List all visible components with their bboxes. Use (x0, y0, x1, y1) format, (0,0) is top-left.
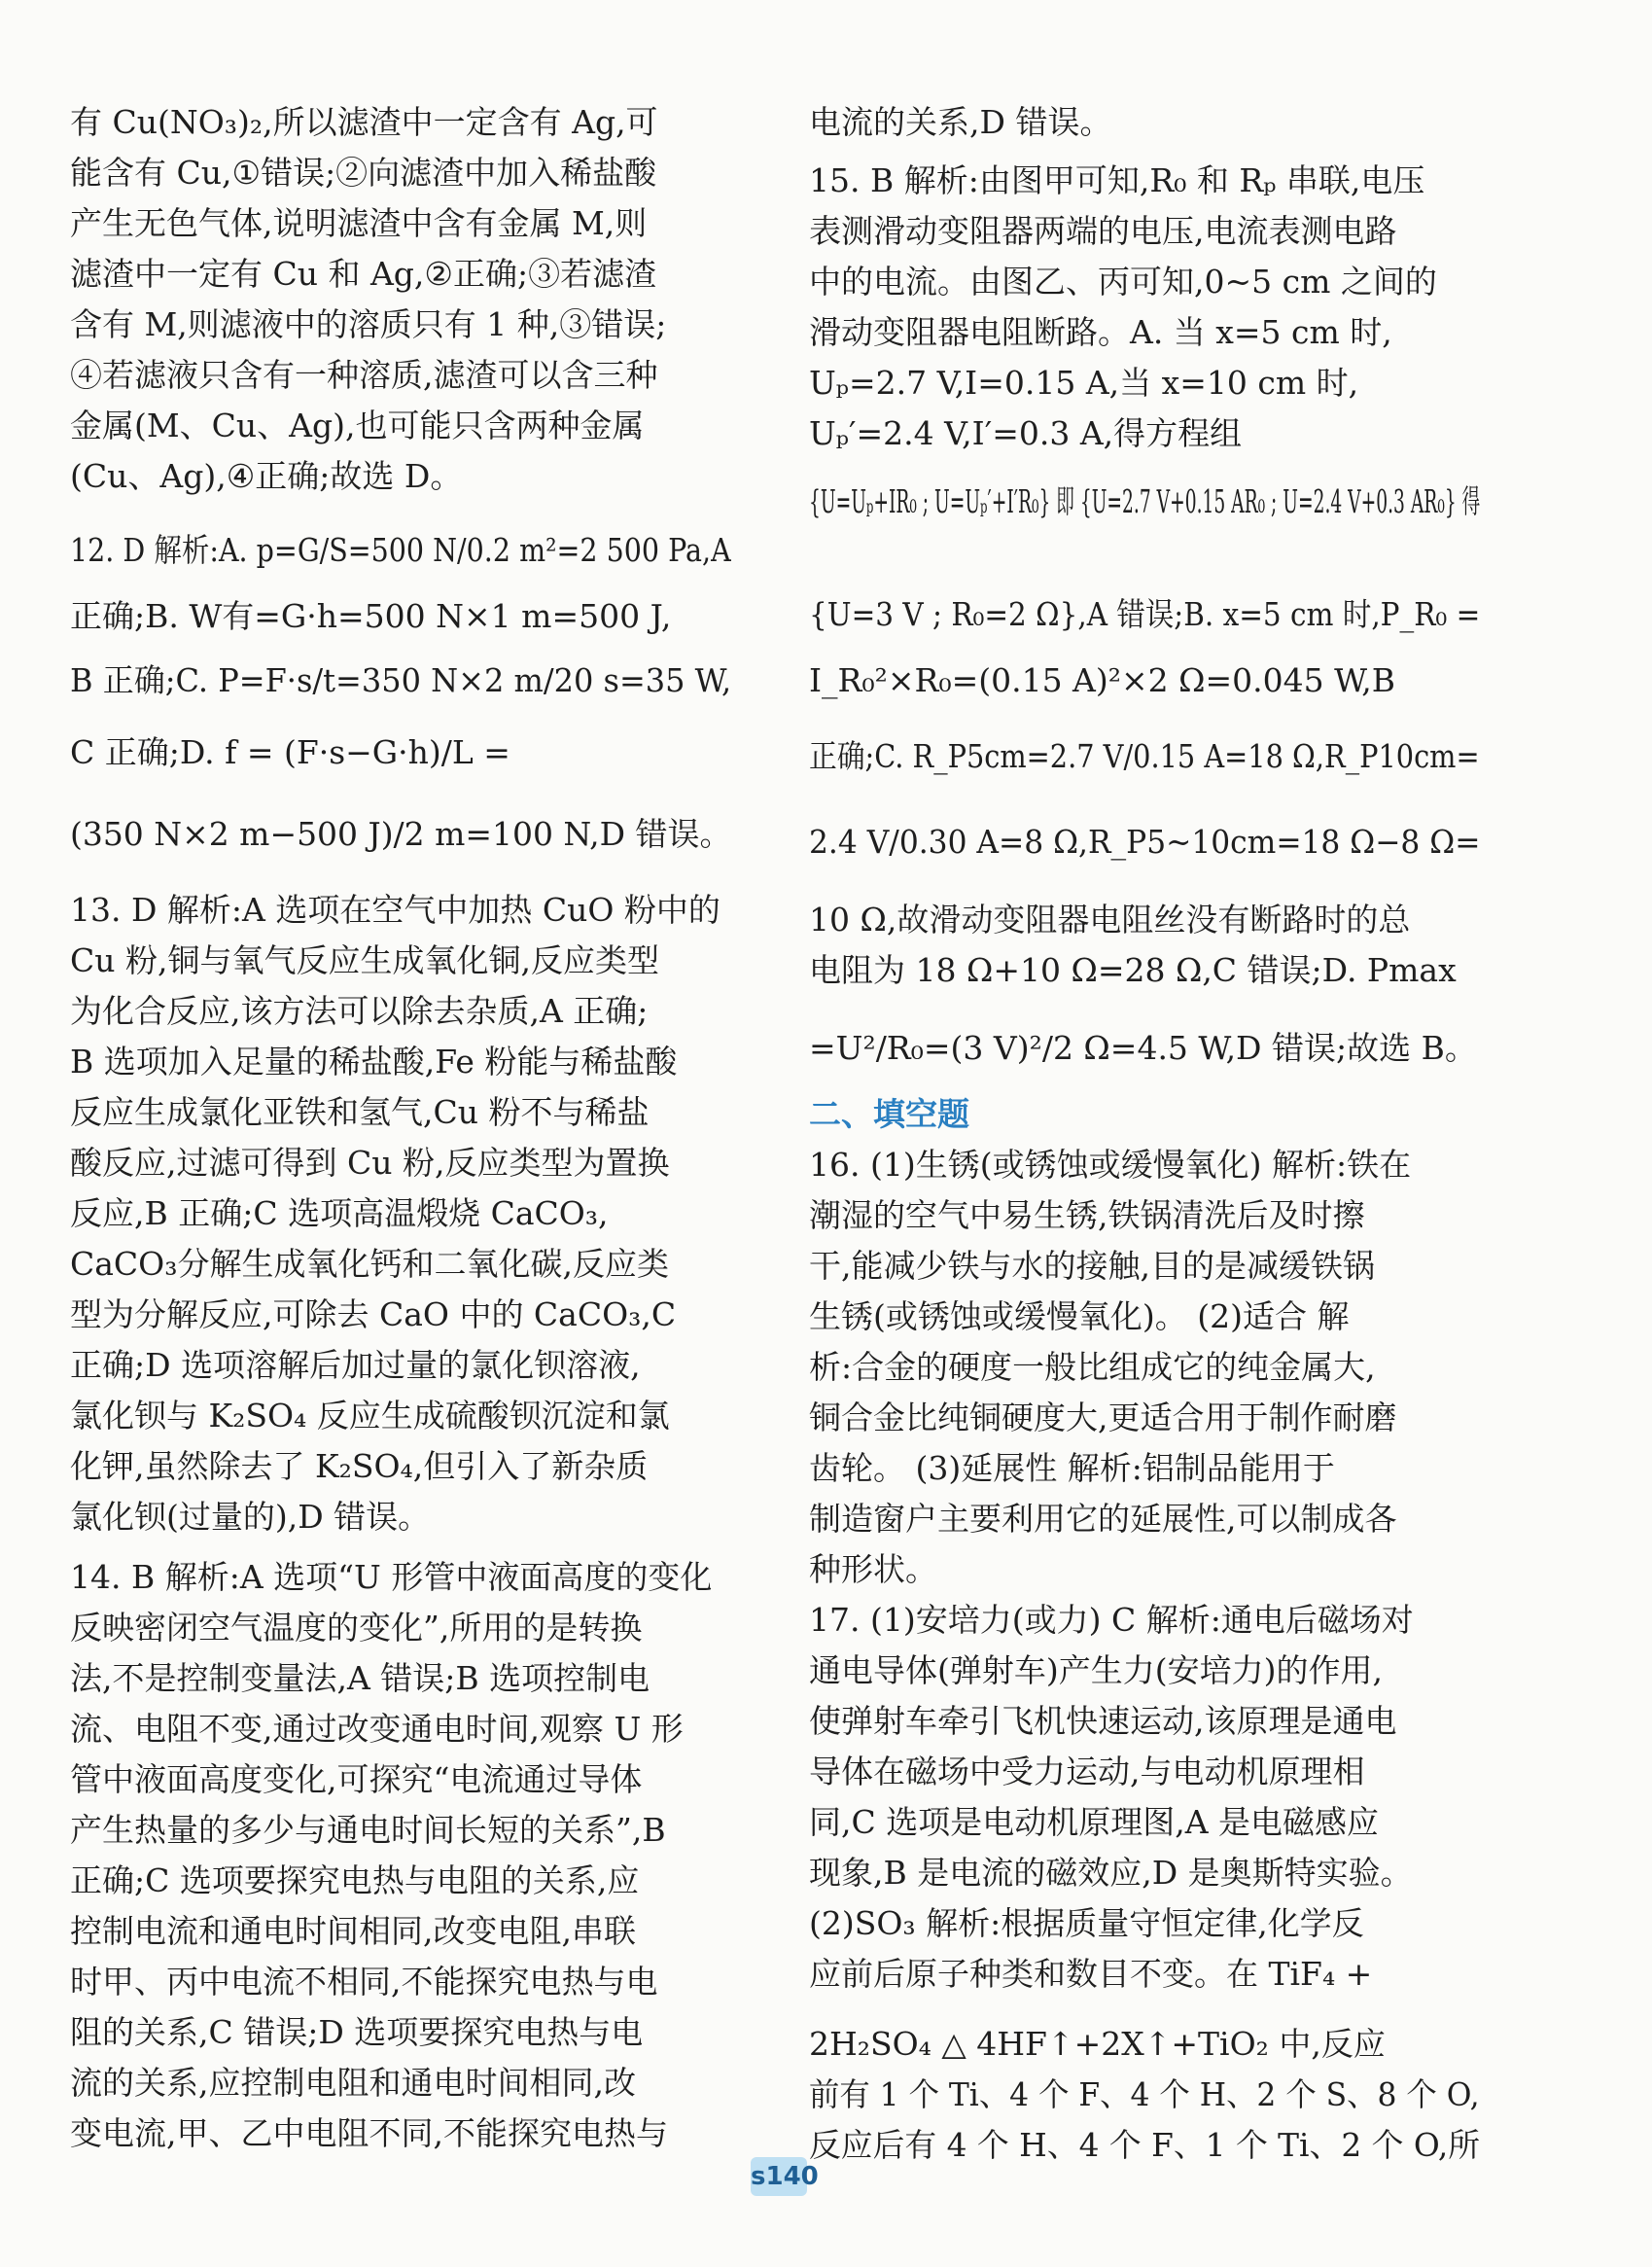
right-line: (2)SO₃ 解析:根据质量守恒定律,化学反 (809, 1904, 1364, 1942)
right-line: 中的电流。由图乙、丙可知,0~5 cm 之间的 (809, 263, 1437, 301)
left-line: 化钾,虽然除去了 K₂SO₄,但引入了新杂质 (70, 1447, 649, 1485)
left-line: 反应,B 正确;C 选项高温煅烧 CaCO₃, (70, 1194, 609, 1232)
right-line: 潮湿的空气中易生锈,铁锅清洗后及时擦 (809, 1196, 1365, 1234)
left-line: (350 N×2 m−500 J)/2 m=100 N,D 错误。 (70, 815, 732, 853)
right-line: 二、填空题 (809, 1095, 969, 1133)
right-line: 17. (1)安培力(或力) C 解析:通电后磁场对 (809, 1601, 1414, 1639)
left-line: 酸反应,过滤可得到 Cu 粉,反应类型为置换 (70, 1144, 670, 1182)
right-line: 干,能减少铁与水的接触,目的是减缓铁锅 (809, 1247, 1375, 1285)
left-line: 正确;C 选项要探究电热与电阻的关系,应 (70, 1861, 640, 1899)
left-line: 12. D 解析:A. p=G/S=500 N/0.2 m²=2 500 Pa,A (70, 531, 731, 569)
right-line: {U=3 V ; R₀=2 Ω},A 错误;B. x=5 cm 时,P_R₀ = (809, 595, 1481, 633)
right-line: 齿轮。 (3)延展性 解析:铝制品能用于 (809, 1449, 1335, 1487)
right-line: 使弹射车牵引飞机快速运动,该原理是通电 (809, 1702, 1397, 1740)
right-line: 2.4 V/0.30 A=8 Ω,R_P5~10cm=18 Ω−8 Ω= (809, 823, 1481, 861)
right-line: 10 Ω,故滑动变阻器电阻丝没有断路时的总 (809, 901, 1411, 939)
left-line: CaCO₃分解生成氧化钙和二氧化碳,反应类 (70, 1245, 669, 1283)
right-line: {U=Uₚ+IR₀ ; U=Uₚ′+I′R₀} 即 {U=2.7 V+0.15 AR₀ ; U=2.4 V+0.3 AR₀} 得 (809, 482, 1481, 520)
left-line: B 正确;C. P=F·s/t=350 N×2 m/20 s=35 W, (70, 661, 732, 699)
left-line: 反映密闭空气温度的变化”,所用的是转换 (70, 1609, 643, 1647)
left-line: 产生无色气体,说明滤渣中含有金属 M,则 (70, 204, 648, 242)
left-line: C 正确;D. f = (F·s−G·h)/L = (70, 733, 510, 771)
right-line: 2H₂SO₄ △ 4HF↑+2X↑+TiO₂ 中,反应 (809, 2025, 1386, 2063)
left-line: 氯化钡(过量的),D 错误。 (70, 1498, 431, 1536)
left-line: 含有 M,则滤液中的溶质只有 1 种,③错误; (70, 305, 667, 343)
left-line: 管中液面高度变化,可探究“电流通过导体 (70, 1760, 643, 1798)
left-line: 滤渣中一定有 Cu 和 Ag,②正确;③若滤渣 (70, 255, 657, 293)
right-line: 同,C 选项是电动机原理图,A 是电磁感应 (809, 1803, 1380, 1841)
right-line: 滑动变阻器电阻断路。A. 当 x=5 cm 时, (809, 313, 1392, 351)
left-line: 产生热量的多少与通电时间长短的关系”,B (70, 1811, 666, 1849)
right-line: I_R₀²×R₀=(0.15 A)²×2 Ω=0.045 W,B (809, 661, 1395, 699)
left-line: 金属(M、Cu、Ag),也可能只含两种金属 (70, 407, 645, 444)
right-line: 制造窗户主要利用它的延展性,可以制成各 (809, 1500, 1397, 1538)
right-line: 15. B 解析:由图甲可知,R₀ 和 Rₚ 串联,电压 (809, 161, 1425, 199)
left-line: 正确;B. W有=G·h=500 N×1 m=500 J, (70, 597, 672, 635)
left-line: 正确;D 选项溶解后加过量的氯化钡溶液, (70, 1346, 641, 1384)
left-line: 为化合反应,该方法可以除去杂质,A 正确; (70, 992, 649, 1030)
right-line: 应前后原子种类和数目不变。在 TiF₄ + (809, 1955, 1373, 1993)
right-line: 正确;C. R_P5cm=2.7 V/0.15 A=18 Ω,R_P10cm= (809, 737, 1480, 775)
left-line: B 选项加入足量的稀盐酸,Fe 粉能与稀盐酸 (70, 1043, 678, 1080)
left-line: 能含有 Cu,①错误;②向滤渣中加入稀盐酸 (70, 154, 657, 192)
left-line: 阻的关系,C 错误;D 选项要探究电热与电 (70, 2013, 644, 2051)
right-line: 电流的关系,D 错误。 (809, 103, 1112, 141)
left-line: 法,不是控制变量法,A 错误;B 选项控制电 (70, 1659, 650, 1697)
left-line: 氯化钡与 K₂SO₄ 反应生成硫酸钡沉淀和氯 (70, 1397, 670, 1435)
left-line: (Cu、Ag),④正确;故选 D。 (70, 457, 463, 495)
right-line: 通电导体(弹射车)产生力(安培力)的作用, (809, 1651, 1383, 1689)
left-line: 14. B 解析:A 选项“U 形管中液面高度的变化 (70, 1558, 713, 1596)
right-line: 导体在磁场中受力运动,与电动机原理相 (809, 1753, 1365, 1790)
left-line: 时甲、丙中电流不相同,不能探究电热与电 (70, 1963, 658, 2001)
left-line: 控制电流和通电时间相同,改变电阻,串联 (70, 1912, 636, 1950)
left-line: 反应生成氯化亚铁和氢气,Cu 粉不与稀盐 (70, 1093, 650, 1131)
page-number: s140 (751, 2157, 807, 2196)
right-line: 生锈(或锈蚀或缓慢氧化)。 (2)适合 解 (809, 1297, 1350, 1335)
right-line: Uₚ=2.7 V,I=0.15 A,当 x=10 cm 时, (809, 364, 1359, 402)
right-line: 表测滑动变阻器两端的电压,电流表测电路 (809, 212, 1397, 250)
right-line: 铜合金比纯铜硬度大,更适合用于制作耐磨 (809, 1399, 1397, 1436)
left-line: 有 Cu(NO₃)₂,所以滤渣中一定含有 Ag,可 (70, 103, 658, 141)
left-line: 型为分解反应,可除去 CaO 中的 CaCO₃,C (70, 1295, 677, 1333)
right-line: 16. (1)生锈(或锈蚀或缓慢氧化) 解析:铁在 (809, 1146, 1412, 1184)
left-line: 流的关系,应控制电阻和通电时间相同,改 (70, 2064, 636, 2102)
right-line: Uₚ′=2.4 V,I′=0.3 A,得方程组 (809, 414, 1243, 452)
left-line: 流、电阻不变,通过改变通电时间,观察 U 形 (70, 1710, 684, 1748)
left-line: ④若滤液只含有一种溶质,滤渣可以含三种 (70, 356, 658, 394)
left-line: 13. D 解析:A 选项在空气中加热 CuO 粉中的 (70, 891, 721, 929)
left-line: 变电流,甲、乙中电阻不同,不能探究电热与 (70, 2114, 668, 2152)
right-line: 析:合金的硬度一般比组成它的纯金属大, (809, 1348, 1376, 1386)
right-line: 种形状。 (809, 1550, 937, 1588)
right-line: 电阻为 18 Ω+10 Ω=28 Ω,C 错误;D. Pmax (809, 951, 1457, 989)
right-line: 反应后有 4 个 H、4 个 F、1 个 Ti、2 个 O,所 (809, 2126, 1481, 2164)
right-line: =U²/R₀=(3 V)²/2 Ω=4.5 W,D 错误;故选 B。 (809, 1029, 1477, 1067)
right-line: 前有 1 个 Ti、4 个 F、4 个 H、2 个 S、8 个 O, (809, 2075, 1480, 2113)
left-line: Cu 粉,铜与氧气反应生成氧化铜,反应类型 (70, 941, 659, 979)
right-line: 现象,B 是电流的磁效应,D 是奥斯特实验。 (809, 1854, 1413, 1892)
